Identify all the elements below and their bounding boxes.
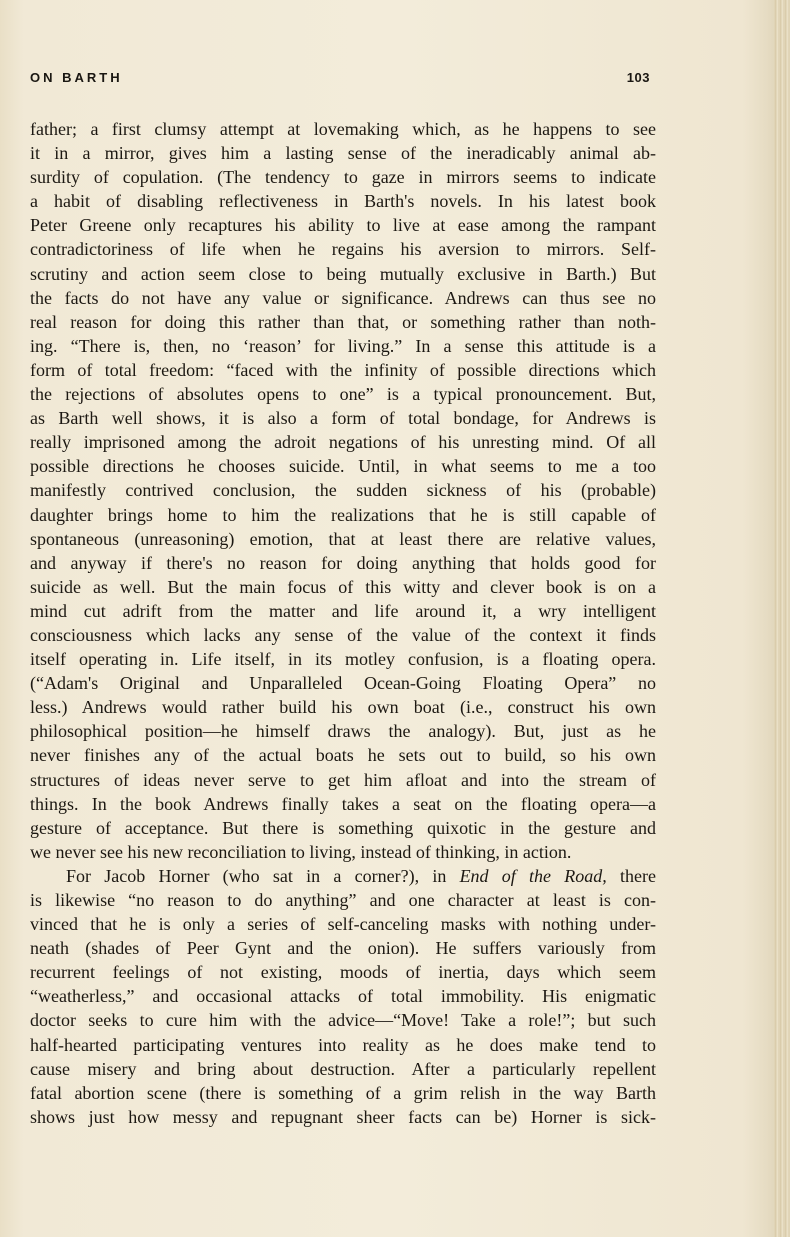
running-head: ON BARTH xyxy=(30,70,123,85)
text-line: itself operating in. Life itself, in its motley confusion, is a floating opera. xyxy=(30,649,656,670)
paragraph-1 xyxy=(30,117,656,864)
text-line: daughter brings home to him the realizations that he is still capable of xyxy=(30,504,656,525)
text-fragment: For Jacob Horner (who sat in a corner?), in xyxy=(66,865,460,886)
text-line: philosophical position—he himself draws the analogy). But, just as he xyxy=(30,721,656,742)
text-line: is likewise “no reason to do anything” and one character at least is con- xyxy=(30,890,656,910)
text-line: gesture of acceptance. But there is something quixotic in the gesture and xyxy=(30,817,656,838)
text-line: it in a mirror, gives him a lasting sense of the ineradicably animal ab- xyxy=(30,143,656,164)
paragraph-2 xyxy=(30,864,656,1129)
text-line: really imprisoned among the adroit negations of his unresting mind. Of all xyxy=(30,432,656,453)
text-line: as Barth well shows, it is also a form of total bondage, for Andrews is xyxy=(30,408,656,429)
text-line: consciousness which lacks any sense of the value of the context it finds xyxy=(30,624,656,645)
text-line: form of total freedom: “faced with the infinity of possible directions which xyxy=(30,359,656,380)
text-line: ing. “There is, then, no ‘reason’ for living.” In a sense this attitude is a xyxy=(30,335,656,356)
text-line: shows just how messy and repugnant sheer facts can be) Horner is sick- xyxy=(30,1106,656,1127)
text-line: recurrent feelings of not existing, moods of inertia, days which seem xyxy=(30,962,656,983)
text-line: vinced that he is only a series of self-canceling masks with nothing under- xyxy=(30,914,656,935)
book-title: End of the Road, xyxy=(459,865,607,886)
text-line: things. In the book Andrews finally takes a seat on the floating opera—a xyxy=(30,793,656,814)
text-line: structures of ideas never serve to get him afloat and into the stream of xyxy=(30,769,656,790)
text-line: mind cut adrift from the matter and life around it, a wry intelligent xyxy=(30,600,656,621)
text-line: the rejections of absolutes opens to one” is a typical pronouncement. But, xyxy=(30,384,656,405)
page-number: 103 xyxy=(626,70,650,85)
text-line: possible directions he chooses suicide. Until, in what seems to me a too xyxy=(30,456,656,477)
text-line: suicide as well. But the main focus of this witty and clever book is on a xyxy=(30,576,656,597)
text-line: (“Adam's Original and Unparalleled Ocean-Going Floating Opera” no xyxy=(30,673,656,694)
text-line: spontaneous (unreasoning) emotion, that at least there are relative values, xyxy=(30,528,656,549)
text-line: “weatherless,” and occasional attacks of total immobility. His enigmatic xyxy=(30,986,656,1007)
text-line: the facts do not have any value or significance. Andrews can thus see no xyxy=(30,287,656,308)
text-line-with-title xyxy=(30,864,656,888)
text-line: manifestly contrived conclusion, the sudden sickness of his (probable) xyxy=(30,480,656,501)
text-line: cause misery and bring about destruction. After a particularly repellent xyxy=(30,1058,656,1079)
text-line: less.) Andrews would rather build his own boat (i.e., construct his own xyxy=(30,697,656,718)
text-line: real reason for doing this rather than that, or something rather than noth- xyxy=(30,311,656,332)
text-line: surdity of copulation. (The tendency to gaze in mirrors seems to indicate xyxy=(30,167,656,188)
page-edge xyxy=(774,0,790,1237)
page-header xyxy=(30,70,650,90)
text-line: never finishes any of the actual boats he sets out to build, so his own xyxy=(30,745,656,766)
text-line: doctor seeks to cure him with the advice—“Move! Take a role!”; but such xyxy=(30,1010,656,1031)
text-fragment: there xyxy=(606,865,656,886)
text-line: fatal abortion scene (there is something of a grim relish in the way Barth xyxy=(30,1082,656,1103)
text-line: neath (shades of Peer Gynt and the onion). He suffers variously from xyxy=(30,938,656,959)
body-text xyxy=(30,117,656,1129)
text-line: contradictoriness of life when he regains his aversion to mirrors. Self- xyxy=(30,239,656,260)
text-line: father; a first clumsy attempt at lovemaking which, as he happens to see xyxy=(30,119,656,139)
text-line: Peter Greene only recaptures his ability to live at ease among the rampant xyxy=(30,215,656,236)
text-line: half-hearted participating ventures into reality as he does make tend to xyxy=(30,1034,656,1055)
text-line: scrutiny and action seem close to being mutually exclusive in Barth.) But xyxy=(30,263,656,284)
text-line: and anyway if there's no reason for doing anything that holds good for xyxy=(30,552,656,573)
text-line: a habit of disabling reflectiveness in Barth's novels. In his latest book xyxy=(30,191,656,212)
text-line: we never see his new reconciliation to living, instead of thinking, in action. xyxy=(30,841,572,862)
